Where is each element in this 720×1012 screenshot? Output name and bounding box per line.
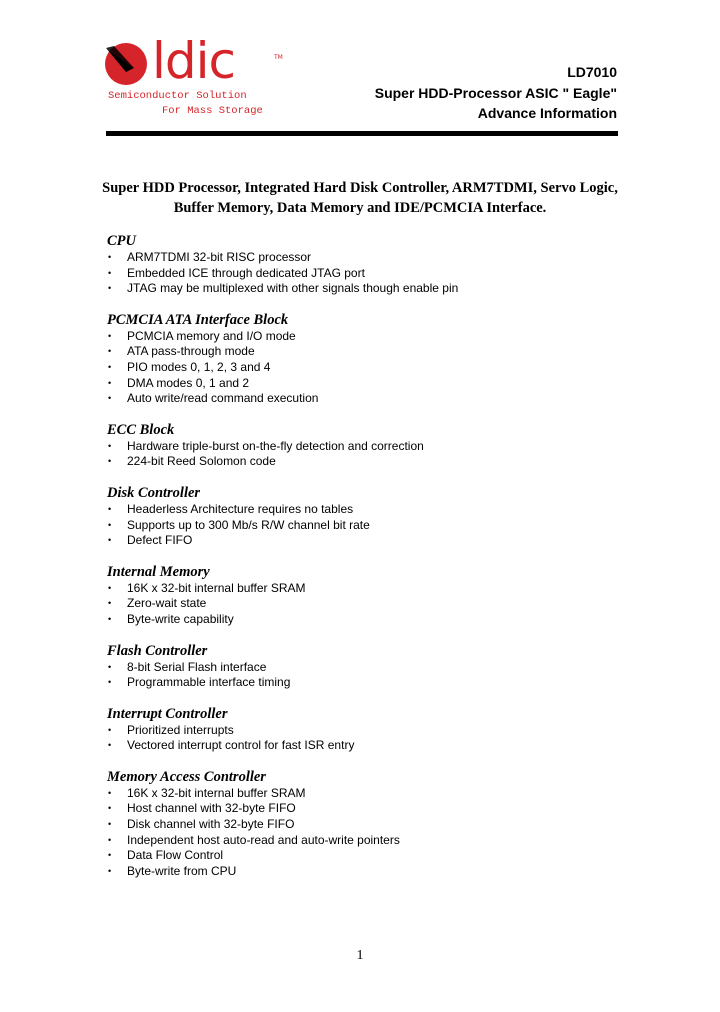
bullet-icon: • [108,834,112,845]
list-item [107,266,627,282]
product-line: Super HDD-Processor ASIC " Eagle" [374,84,617,101]
list-item-text: Supports up to 300 Mb/s R/W channel bit rate [127,517,370,532]
list-item [107,786,627,802]
list-item [107,281,627,297]
list-item-text: ARM7TDMI 32-bit RISC processor [127,250,312,264]
part-number: LD7010 [567,64,617,80]
bullet-icon: • [108,503,112,514]
list-item [107,502,627,518]
bullet-icon: • [108,803,112,814]
list-item [107,581,627,597]
section-title: Memory Access Controller [107,768,266,785]
list-item [107,533,627,549]
list-item [107,454,627,470]
list-item-text: 8-bit Serial Flash interface [127,659,267,674]
bullet-icon: • [108,865,112,876]
feature-list [107,329,627,407]
bullet-icon: • [108,456,112,467]
section-spacer [107,549,627,563]
feature-list [107,786,627,880]
section [107,421,627,484]
list-item [107,439,627,455]
section-title: PCMCIA ATA Interface Block [107,311,289,328]
list-item [107,344,627,360]
list-item-text: JTAG may be multiplexed with other signals though enable pin [127,281,459,296]
bullet-icon: • [108,330,112,341]
list-item-text: Vectored interrupt control for fast ISR entry [127,738,355,753]
bullet-icon: • [108,361,112,372]
list-item [107,596,627,612]
list-item-text: Independent host auto-read and auto-write pointers [127,832,400,847]
list-item-text: PIO modes 0, 1, 2, 3 and 4 [127,359,271,374]
section-spacer [107,754,627,768]
section-spacer [107,628,627,642]
list-item [107,660,627,676]
bullet-icon: • [108,724,112,735]
bullet-icon: • [108,850,112,861]
bullet-icon: • [108,377,112,388]
list-item [107,518,627,534]
list-item-text: PCMCIA memory and I/O mode [127,328,296,343]
section-title: Internal Memory [107,563,210,580]
list-item-text: DMA modes 0, 1 and 2 [127,375,250,390]
list-item-text: Programmable interface timing [127,675,291,690]
logo-disc-icon [104,42,152,90]
bullet-icon: • [108,582,112,593]
bullet-icon: • [108,393,112,404]
section [107,705,627,768]
list-item [107,360,627,376]
title-line-1: Super HDD Processor, Integrated Hard Disk Controller, ARM7TDMI, Servo Logic, [102,180,618,196]
document-title [100,178,620,218]
list-item-text: 16K x 32-bit internal buffer SRAM [127,785,306,800]
list-item [107,391,627,407]
list-item-text: Headerless Architecture requires no tables [127,501,354,516]
list-item [107,723,627,739]
feature-sections [107,232,627,879]
list-item-text: ATA pass-through mode [127,344,255,359]
list-item-text: Disk channel with 32-byte FIFO [127,817,295,832]
list-item-text: Prioritized interrupts [127,722,234,737]
bullet-icon: • [108,252,112,262]
logo-trademark: TM [274,54,283,61]
feature-list [107,581,627,628]
feature-list [107,439,627,470]
list-item-text: 224-bit Reed Solomon code [127,454,276,469]
bullet-icon: • [108,283,112,294]
list-item [107,817,627,833]
bullet-icon: • [108,677,112,688]
bullet-icon: • [108,535,112,546]
list-item-text: Embedded ICE through dedicated JTAG port [127,265,365,280]
logo-wordmark: ldic [152,32,236,90]
bullet-icon: • [108,346,112,357]
list-item [107,376,627,392]
bullet-icon: • [108,613,112,624]
list-item-text: Byte-write capability [127,611,234,626]
bullet-icon: • [108,787,112,798]
section-spacer [107,691,627,705]
feature-list [107,660,627,691]
bullet-icon: • [108,519,112,530]
list-item [107,329,627,345]
section [107,232,627,311]
list-item-text: Data Flow Control [127,848,224,863]
ldic-logo [104,32,284,122]
section-title: Disk Controller [107,484,201,501]
list-item [107,864,627,880]
section [107,484,627,563]
list-item [107,801,627,817]
bullet-icon: • [108,819,112,830]
bullet-icon: • [108,440,112,451]
feature-list [107,723,627,754]
doc-status: Advance Information [477,105,617,121]
list-item [107,250,627,266]
header-rule [106,131,618,136]
header-info [375,62,617,124]
list-item [107,848,627,864]
list-item-text: Byte-write from CPU [127,863,237,878]
feature-list [107,250,627,297]
list-item-text: Hardware triple-burst on-the-fly detection and correction [127,438,424,453]
list-item [107,675,627,691]
section-title: CPU [107,233,136,249]
section-title: Interrupt Controller [107,705,228,722]
section-spacer [107,407,627,421]
title-line-2: Buffer Memory, Data Memory and IDE/PCMCIA Interface. [173,200,547,216]
list-item [107,738,627,754]
logo-tagline-1: Semiconductor Solution [108,90,247,102]
section [107,311,627,421]
section-title: ECC Block [107,421,175,438]
section [107,768,627,880]
section-spacer [107,470,627,484]
section [107,642,627,705]
list-item-text: Zero-wait state [127,596,207,611]
bullet-icon: • [108,267,112,278]
list-item-text: Host channel with 32-byte FIFO [127,801,296,816]
bullet-icon: • [108,661,112,672]
list-item [107,833,627,849]
section-spacer [107,297,627,311]
bullet-icon: • [108,598,112,609]
feature-list [107,502,627,549]
page-number: 1 [356,948,364,963]
bullet-icon: • [108,740,112,751]
logo-tagline-2: For Mass Storage [162,105,263,117]
list-item-text: Defect FIFO [127,533,193,548]
section-title: Flash Controller [107,642,208,659]
list-item-text: Auto write/read command execution [127,391,319,406]
list-item-text: 16K x 32-bit internal buffer SRAM [127,580,306,595]
list-item [107,612,627,628]
section [107,563,627,642]
